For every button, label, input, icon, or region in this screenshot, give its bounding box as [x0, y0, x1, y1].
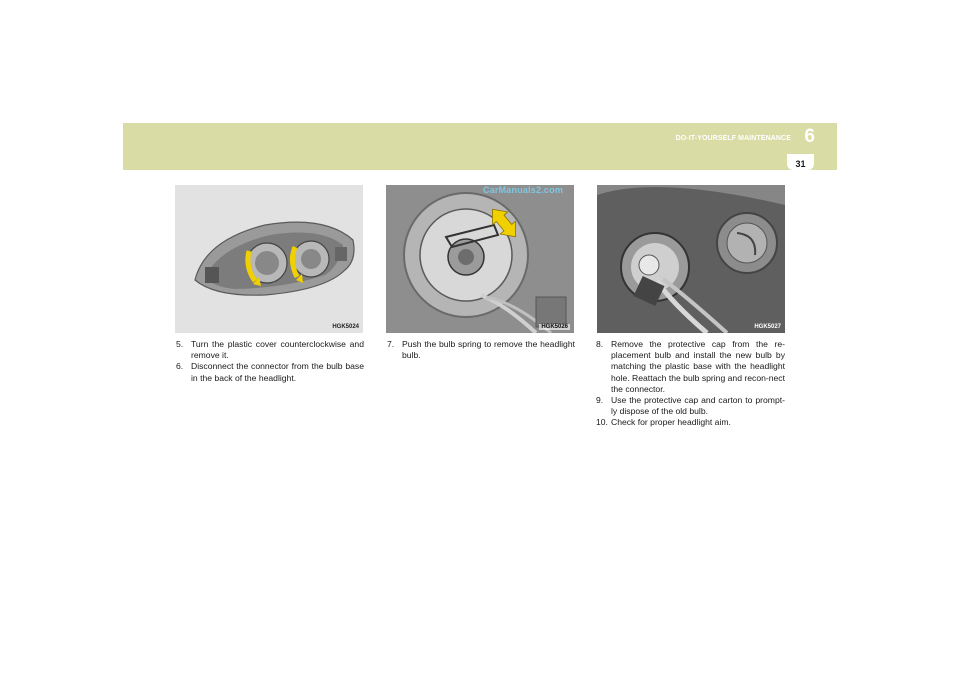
- chapter-number: 6: [804, 126, 815, 147]
- watermark: CarManuals2.com: [483, 185, 564, 195]
- step-number: 9.: [596, 395, 604, 406]
- figure-code: HGK5026: [541, 324, 568, 330]
- step-number: 7.: [387, 339, 395, 349]
- step-text: Check for proper headlight aim.: [611, 417, 731, 428]
- section-title: DO-IT-YOURSELF MAINTENANCE: [675, 135, 791, 142]
- step-number: 10.: [596, 417, 608, 428]
- headlight-rear-photo-icon: [175, 185, 363, 333]
- step-number: 8.: [596, 339, 604, 349]
- step-item: [176, 339, 364, 361]
- steps-column-3: [596, 339, 785, 429]
- figure-headlight-rear: [175, 185, 363, 333]
- step-item: [176, 361, 364, 383]
- step-item: [387, 339, 575, 361]
- step-number: 6.: [176, 361, 184, 372]
- step-text: Turn the plastic cover counterclockwise and remove it.: [191, 339, 364, 361]
- step-number: 5.: [176, 339, 184, 349]
- step-item: [596, 339, 785, 395]
- step-item: [596, 395, 785, 417]
- figure-bulb-install: [597, 185, 785, 333]
- page-number-tab: [787, 154, 814, 170]
- bulb-spring-photo-icon: [386, 185, 574, 333]
- step-text: Use the protective cap and carton to prompt-ly dispose of the old bulb.: [611, 395, 785, 417]
- header-band: [123, 123, 837, 170]
- steps-column-2: [387, 339, 575, 361]
- step-text: Push the bulb spring to remove the headlight bulb.: [402, 339, 575, 361]
- steps-column-1: [176, 339, 364, 384]
- page-number: 31: [795, 159, 806, 169]
- bulb-install-photo-icon: [597, 185, 785, 333]
- figure-bulb-spring: [386, 185, 574, 333]
- step-item: [596, 417, 785, 428]
- figure-code: HGK5024: [332, 324, 359, 330]
- step-text: Remove the protective cap from the re-placement bulb and install the new bulb by matching the plastic base with the headlight hole. Reattach the bulb spring and recon-nect the connector.: [611, 339, 785, 394]
- figure-code: HGK5027: [754, 324, 781, 330]
- step-text: Disconnect the connector from the bulb base in the back of the headlight.: [191, 361, 364, 383]
